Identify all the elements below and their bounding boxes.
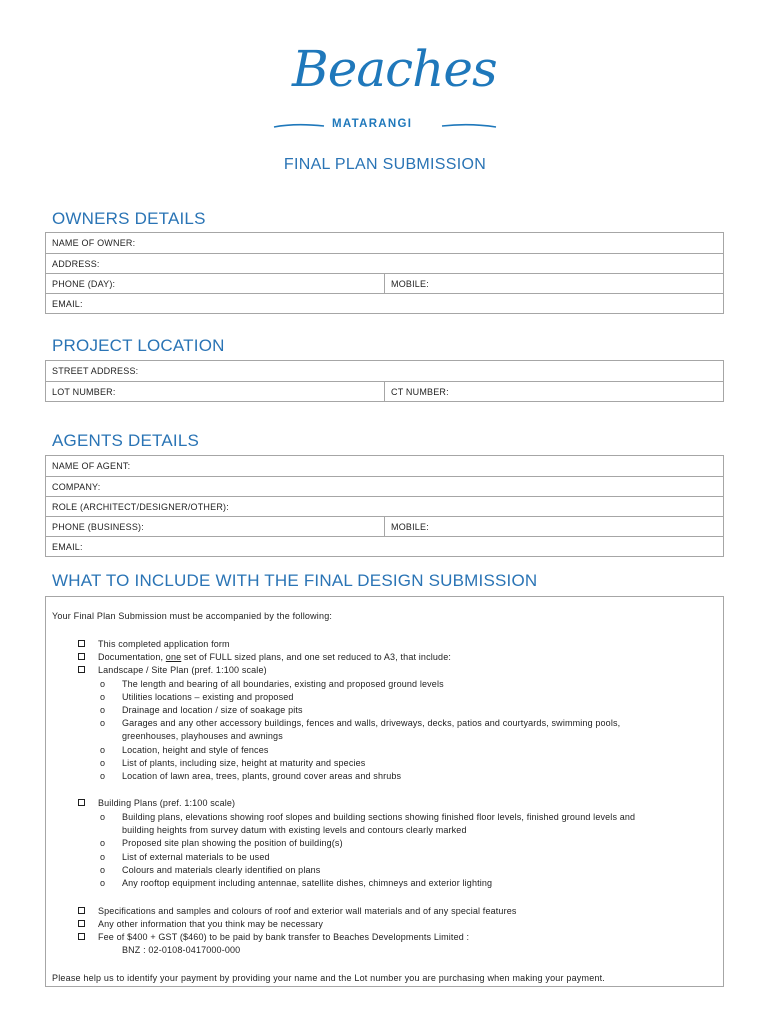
sub-list-item-continued: greenhouses, playhouses and awnings xyxy=(122,731,283,741)
checkbox-icon[interactable] xyxy=(78,653,85,660)
sub-list-item-label: The length and bearing of all boundaries, existing and proposed ground levels xyxy=(122,679,444,689)
owner-name-row[interactable] xyxy=(46,233,723,253)
sub-list-item xyxy=(100,717,621,730)
project-heading: PROJECT LOCATION xyxy=(52,336,225,355)
checkbox-icon[interactable] xyxy=(78,640,85,647)
sub-list-item-label: Location, height and style of fences xyxy=(122,745,269,755)
sub-list-item-label: Location of lawn area, trees, plants, ground cover areas and shrubs xyxy=(122,771,402,781)
owners-table xyxy=(45,232,724,314)
sub-list-item xyxy=(100,678,444,691)
sub-list-item xyxy=(100,744,269,757)
include-footer-note: Please help us to identify your payment by providing your name and the Lot number you are purchasing when making your payment. xyxy=(52,973,606,983)
logo-wordmark: Beaches xyxy=(292,40,497,98)
agents-heading: AGENTS DETAILS xyxy=(52,431,200,450)
owner-address-row[interactable] xyxy=(46,253,723,273)
agent-role-label: ROLE (ARCHITECT/DESIGNER/OTHER): xyxy=(52,501,229,512)
bullet-circle-icon: o xyxy=(100,718,106,728)
sub-list-item-label: Garages and any other accessory buildings, fences and walls, driveways, decks, patios and courtyards, swimming pools, xyxy=(122,718,621,728)
logo-subtitle-row xyxy=(270,118,500,134)
checkbox-icon[interactable] xyxy=(78,666,85,673)
agent-name-row[interactable] xyxy=(46,456,723,476)
include-heading: WHAT TO INCLUDE WITH THE FINAL DESIGN SUBMISSION xyxy=(52,571,538,590)
owner-phone-row xyxy=(46,273,723,293)
sub-list-item-label: Colours and materials clearly identified on plans xyxy=(122,865,321,875)
bullet-circle-icon: o xyxy=(100,878,106,888)
sub-list-item-label: List of plants, including size, height at maturity and species xyxy=(122,758,366,768)
agent-company-label: COMPANY: xyxy=(52,481,101,492)
agent-company-row[interactable] xyxy=(46,476,723,496)
bullet-circle-icon: o xyxy=(100,679,106,689)
agent-email-row[interactable] xyxy=(46,536,723,556)
sub-list-item xyxy=(100,811,636,824)
list-item xyxy=(78,905,517,918)
bank-account-number: BNZ : 02-0108-0417000-000 xyxy=(122,945,241,955)
list-item xyxy=(78,651,451,664)
list-item-label: Documentation, one set of FULL sized plans, and one set reduced to A3, that include: xyxy=(98,652,451,662)
checkbox-icon[interactable] xyxy=(78,907,85,914)
list-item xyxy=(78,638,230,651)
agent-phone-label[interactable]: PHONE (BUSINESS): xyxy=(46,517,385,536)
owner-email-row[interactable] xyxy=(46,293,723,313)
agent-mobile-label[interactable]: MOBILE: xyxy=(391,521,429,532)
owner-name-label: NAME OF OWNER: xyxy=(52,238,136,248)
sub-list-item xyxy=(100,877,493,890)
list-item-label: Specifications and samples and colours of roof and exterior wall materials and of any special features xyxy=(98,906,517,916)
sub-list-item-label: Drainage and location / size of soakage pits xyxy=(122,705,303,715)
sub-list-item-label: List of external materials to be used xyxy=(122,852,270,862)
sub-list-item-label: Building plans, elevations showing roof slopes and building sections showing finished floor levels, finished ground levels and xyxy=(122,812,636,822)
agents-table xyxy=(45,455,724,557)
owner-phone-label[interactable]: PHONE (DAY): xyxy=(46,274,385,293)
logo-subtitle: MATARANGI xyxy=(332,118,413,130)
sub-list-item-label: Any rooftop equipment including antennae, satellite dishes, chimneys and exterior lighting xyxy=(122,878,493,888)
bullet-circle-icon: o xyxy=(100,771,106,781)
owners-heading: OWNERS DETAILS xyxy=(52,209,206,228)
lot-ct-row xyxy=(46,381,723,401)
list-item xyxy=(78,664,267,677)
agent-name-label: NAME OF AGENT: xyxy=(52,461,131,471)
list-item-label: Building Plans (pref. 1:100 scale) xyxy=(98,798,236,808)
sub-list-item xyxy=(100,704,303,717)
owner-address-label: ADDRESS: xyxy=(52,258,100,269)
bullet-circle-icon: o xyxy=(100,812,106,822)
sub-list-item xyxy=(100,851,270,864)
project-table xyxy=(45,360,724,402)
agent-role-row[interactable] xyxy=(46,496,723,516)
include-intro: Your Final Plan Submission must be accompanied by the following: xyxy=(52,611,333,621)
bullet-circle-icon: o xyxy=(100,852,106,862)
owner-email-label: EMAIL: xyxy=(52,298,83,309)
page-title: FINAL PLAN SUBMISSION xyxy=(283,156,487,173)
sub-list-item xyxy=(100,770,402,783)
checkbox-icon[interactable] xyxy=(78,920,85,927)
sub-list-item xyxy=(100,757,366,770)
owner-mobile-label[interactable]: MOBILE: xyxy=(391,278,429,289)
lot-number-label[interactable]: LOT NUMBER: xyxy=(46,382,385,401)
list-item xyxy=(78,931,470,944)
bullet-circle-icon: o xyxy=(100,692,106,702)
list-item-label: This completed application form xyxy=(98,639,230,649)
beaches-logo xyxy=(270,40,500,136)
sub-list-item-label: Utilities locations – existing and proposed xyxy=(122,692,294,702)
sub-list-item-continued: building heights from survey datum with existing levels and contours clearly marked xyxy=(122,825,467,835)
list-item xyxy=(78,918,324,931)
bullet-circle-icon: o xyxy=(100,745,106,755)
street-address-row[interactable] xyxy=(46,361,723,381)
bullet-circle-icon: o xyxy=(100,838,106,848)
include-box xyxy=(45,596,724,987)
bullet-circle-icon: o xyxy=(100,758,106,768)
checkbox-icon[interactable] xyxy=(78,933,85,940)
list-item-label: Landscape / Site Plan (pref. 1:100 scale) xyxy=(98,665,267,675)
sub-list-item xyxy=(100,691,294,704)
sub-list-item xyxy=(100,837,343,850)
list-item-label: Fee of $400 + GST ($460) to be paid by bank transfer to Beaches Developments Limited : xyxy=(98,932,470,942)
sub-list-item xyxy=(100,864,321,877)
list-item xyxy=(78,797,236,810)
sub-list-item-label: Proposed site plan showing the position of building(s) xyxy=(122,838,343,848)
checkbox-icon[interactable] xyxy=(78,799,85,806)
bullet-circle-icon: o xyxy=(100,865,106,875)
list-item-label: Any other information that you think may be necessary xyxy=(98,919,324,929)
bullet-circle-icon: o xyxy=(100,705,106,715)
ct-number-label[interactable]: CT NUMBER: xyxy=(391,386,449,397)
agent-phone-row xyxy=(46,516,723,536)
agent-email-label: EMAIL: xyxy=(52,541,83,552)
street-address-label: STREET ADDRESS: xyxy=(52,366,139,376)
